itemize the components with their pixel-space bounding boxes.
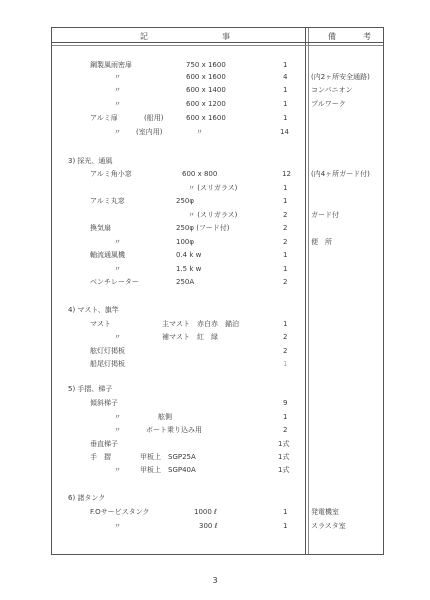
item-name: 傾斜梯子 bbox=[90, 399, 118, 407]
item-spec: 600 x 1400 bbox=[186, 86, 226, 94]
item-sub: (船用) bbox=[144, 114, 164, 122]
item-spec: 補マスト 紅 緑 bbox=[162, 333, 218, 341]
item-name: アルミ扉 bbox=[90, 114, 118, 122]
item-name: 手 摺 bbox=[90, 453, 111, 461]
item-name: 〃 bbox=[114, 73, 121, 81]
table-row bbox=[52, 223, 383, 233]
item-name: 鋼製風雨密扉 bbox=[90, 61, 132, 69]
item-qty: 1 bbox=[283, 114, 288, 122]
item-spec: 1000 ℓ bbox=[194, 508, 217, 516]
item-spec: 舷側 bbox=[158, 413, 172, 421]
item-spec: 250φ (フード付) bbox=[176, 224, 230, 232]
item-name: アルミ角小窓 bbox=[90, 170, 132, 178]
section-title: 5) 手摺、梯子 bbox=[68, 385, 113, 393]
table-row bbox=[52, 521, 383, 531]
table-row bbox=[52, 465, 383, 475]
item-spec: ボート乗り込み用 bbox=[146, 426, 202, 434]
section-title: 4) マスト、旗竿 bbox=[68, 306, 119, 314]
item-qty: 1式 bbox=[278, 453, 290, 461]
item-spec: 600 x 800 bbox=[182, 170, 218, 178]
item-qty: 1 bbox=[283, 86, 288, 94]
table-row bbox=[52, 85, 383, 95]
item-qty: 1 bbox=[283, 251, 288, 259]
item-name: 垂直梯子 bbox=[90, 440, 118, 448]
item-note: 便 所 bbox=[311, 238, 332, 246]
item-name: 〃 bbox=[114, 522, 121, 530]
item-spec: 250φ bbox=[176, 197, 194, 205]
table-row bbox=[52, 60, 383, 70]
table-row bbox=[52, 452, 383, 462]
item-spec: 1.5 k w bbox=[176, 265, 202, 273]
item-spec: 〃 (スリガラス) bbox=[188, 211, 238, 219]
item-note: ガード付 bbox=[311, 211, 339, 219]
table-row bbox=[52, 332, 383, 342]
item-spec: 甲板上 SGP40A bbox=[140, 466, 196, 474]
table-row bbox=[52, 99, 383, 109]
item-qty: 12 bbox=[282, 170, 291, 178]
item-qty: 1式 bbox=[278, 440, 290, 448]
item-qty: 2 bbox=[283, 278, 288, 286]
item-name: 船尾灯掲板 bbox=[90, 360, 125, 368]
table-row bbox=[52, 183, 383, 193]
section-title: 3) 採光、通風 bbox=[68, 157, 113, 165]
item-sub: (室内用) bbox=[136, 128, 163, 136]
item-qty: 2 bbox=[283, 333, 288, 341]
header-rule bbox=[52, 42, 383, 43]
item-qty: 2 bbox=[283, 426, 288, 434]
item-name: 〃 bbox=[114, 100, 121, 108]
item-qty: 1 bbox=[283, 522, 288, 530]
item-note: 発電機室 bbox=[311, 508, 339, 516]
item-spec: 600 x 1600 bbox=[186, 73, 226, 81]
item-name: 〃 bbox=[114, 413, 121, 421]
item-name: 〃 bbox=[114, 333, 121, 341]
header-biko-2: 考 bbox=[363, 32, 371, 41]
table-row bbox=[52, 210, 383, 220]
item-spec: 300 ℓ bbox=[199, 522, 218, 530]
item-name: マスト bbox=[90, 320, 111, 328]
table-row bbox=[52, 113, 383, 123]
item-qty: 2 bbox=[283, 211, 288, 219]
item-spec: 〃 bbox=[196, 128, 203, 136]
table-row bbox=[52, 127, 383, 137]
item-name: 〃 bbox=[114, 128, 121, 136]
item-qty: 1 bbox=[283, 508, 288, 516]
item-spec: 甲板上 SGP25A bbox=[140, 453, 196, 461]
table-row bbox=[52, 319, 383, 329]
table-row bbox=[52, 346, 383, 356]
table-row bbox=[52, 425, 383, 435]
header-biko-1: 備 bbox=[328, 32, 336, 41]
header-kiji-2: 事 bbox=[222, 32, 230, 41]
item-qty: 1 bbox=[283, 61, 288, 69]
item-note: コンパニオン bbox=[311, 86, 353, 94]
table-row bbox=[52, 264, 383, 274]
item-name: 〃 bbox=[114, 238, 121, 246]
item-qty: 1 bbox=[283, 265, 288, 273]
item-qty: 1 bbox=[283, 184, 288, 192]
table-row bbox=[52, 72, 383, 82]
item-name: 〃 bbox=[114, 426, 121, 434]
item-qty: 2 bbox=[283, 224, 288, 232]
item-spec: 600 x 1200 bbox=[186, 100, 226, 108]
item-qty: 14 bbox=[280, 128, 289, 136]
item-note: (内2ヶ所安全通路) bbox=[311, 73, 370, 81]
item-spec: 〃 (スリガラス) bbox=[188, 184, 238, 192]
item-spec: 250A bbox=[176, 278, 195, 286]
table-row bbox=[52, 439, 383, 449]
item-name: 軸流通風機 bbox=[90, 251, 125, 259]
header-rule-inner bbox=[52, 45, 383, 46]
item-name: 〃 bbox=[114, 265, 121, 273]
header-kiji-1: 記 bbox=[140, 32, 148, 41]
item-note: ブルワーク bbox=[311, 100, 346, 108]
item-qty: 9 bbox=[283, 399, 288, 407]
item-name: 〃 bbox=[114, 466, 121, 474]
item-qty: 2 bbox=[283, 238, 288, 246]
table-row bbox=[52, 398, 383, 408]
table-row bbox=[52, 507, 383, 517]
item-name: ベンチレーター bbox=[90, 278, 139, 286]
table-row bbox=[52, 277, 383, 287]
item-spec: 600 x 1600 bbox=[186, 114, 226, 122]
item-qty: 1 bbox=[283, 320, 288, 328]
item-qty: 1 bbox=[283, 413, 288, 421]
table-row bbox=[52, 237, 383, 247]
item-spec: 750 x 1600 bbox=[186, 61, 226, 69]
table-row bbox=[52, 359, 383, 369]
item-name: 舷灯灯掲板 bbox=[90, 347, 125, 355]
item-name: F.Oサービスタンク bbox=[90, 508, 150, 516]
table-row bbox=[52, 412, 383, 422]
item-name: アルミ丸窓 bbox=[90, 197, 125, 205]
item-spec: 100φ bbox=[176, 238, 194, 246]
page-number: 3 bbox=[212, 576, 218, 585]
table-row bbox=[52, 196, 383, 206]
item-qty: 1 bbox=[283, 197, 288, 205]
item-qty: 1 bbox=[283, 100, 288, 108]
item-qty: 4 bbox=[283, 73, 288, 81]
item-qty: 1 bbox=[283, 360, 288, 368]
table-row bbox=[52, 169, 383, 179]
item-note: スラスタ室 bbox=[311, 522, 346, 530]
section-title: 6) 諸タンク bbox=[68, 494, 106, 502]
item-name: 換気扇 bbox=[90, 224, 111, 232]
item-spec: 0.4 k w bbox=[176, 251, 202, 259]
item-qty: 1式 bbox=[278, 466, 290, 474]
item-name: 〃 bbox=[114, 86, 121, 94]
item-spec: 主マスト 赤白赤 錨泊 bbox=[162, 320, 239, 328]
record-table bbox=[51, 27, 384, 555]
item-note: (内4ヶ所ガード付) bbox=[311, 170, 370, 178]
item-qty: 2 bbox=[283, 347, 288, 355]
table-row bbox=[52, 250, 383, 260]
